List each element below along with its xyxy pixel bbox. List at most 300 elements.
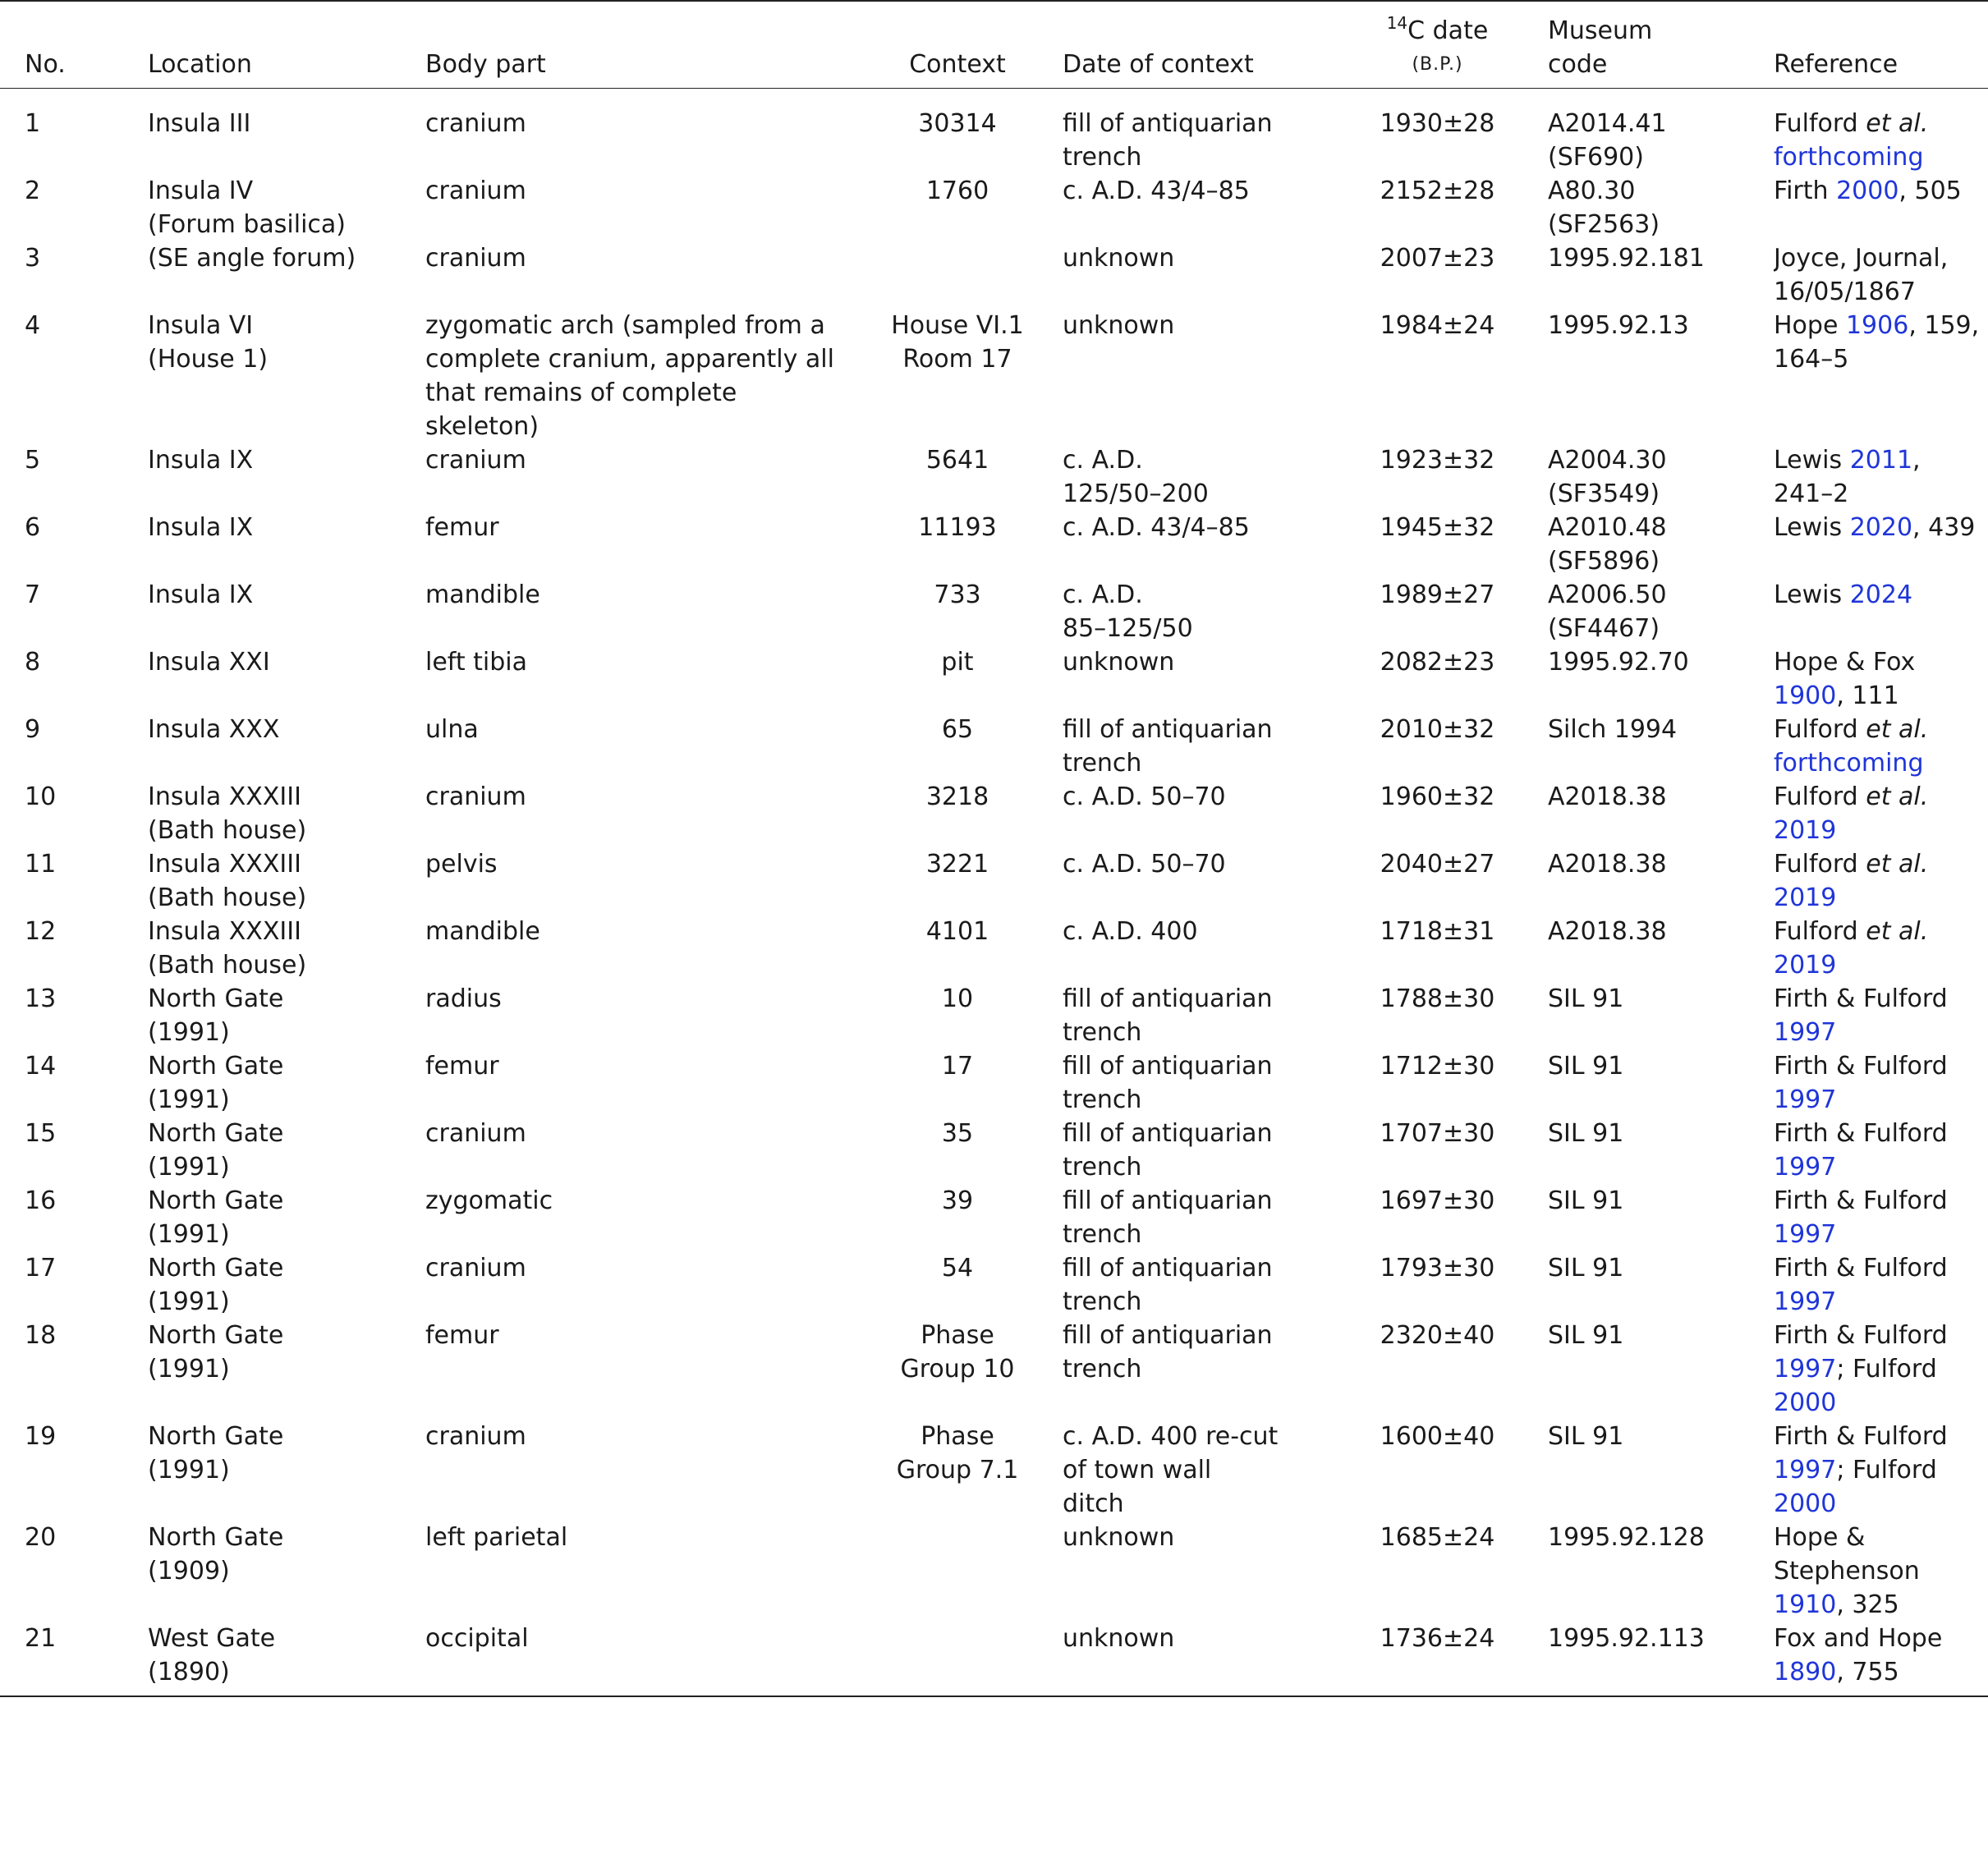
cell-reference — [1774, 578, 1988, 645]
body-part-line: complete cranium, apparently all — [425, 344, 834, 374]
location-line: Insula VI — [148, 310, 254, 340]
header-location: Location — [148, 1, 425, 88]
date-line: trench — [1063, 1152, 1142, 1182]
reference-line — [1774, 1352, 1988, 1386]
cell-body-part — [425, 1319, 852, 1420]
cell-context — [852, 915, 1063, 982]
date-line: trench — [1063, 1219, 1142, 1249]
reference-text: Firth & Fulford — [1774, 984, 1948, 1013]
body-part-line: left parietal — [425, 1522, 568, 1552]
cell-body-part — [425, 713, 852, 780]
cell-location — [148, 1622, 425, 1696]
cell-context — [852, 1319, 1063, 1420]
body-part-line: pelvis — [425, 849, 498, 879]
reference-line — [1774, 915, 1988, 948]
table-row — [0, 1117, 1988, 1184]
table-row — [0, 88, 1988, 174]
cell-c14-date: 1960±32 — [1380, 782, 1495, 811]
reference-text: Fulford — [1774, 108, 1866, 138]
cell-date-of-context — [1063, 780, 1327, 847]
reference-line — [1774, 1521, 1988, 1554]
location-line: Insula IV — [148, 176, 254, 205]
cell-museum-code — [1548, 241, 1774, 309]
reference-link[interactable]: 1910 — [1774, 1590, 1837, 1619]
cell-museum-code — [1548, 1117, 1774, 1184]
context-line: pit — [941, 647, 974, 677]
context-line: 4101 — [925, 916, 989, 946]
cell-no: 17 — [25, 1253, 57, 1283]
location-line: (Bath house) — [148, 883, 307, 912]
date-line: trench — [1063, 748, 1142, 778]
reference-link[interactable]: 2000 — [1836, 176, 1899, 205]
reference-link[interactable]: 2011 — [1849, 445, 1913, 475]
table-row — [0, 241, 1988, 309]
reference-text: Stephenson — [1774, 1556, 1920, 1585]
cell-location — [148, 511, 425, 578]
cell-museum-code — [1548, 174, 1774, 241]
date-line: unknown — [1063, 310, 1175, 340]
date-line: unknown — [1063, 1522, 1175, 1552]
cell-context — [852, 1521, 1063, 1622]
cell-c14-date: 2010±32 — [1380, 714, 1495, 744]
reference-text: , 159, — [1908, 310, 1980, 340]
reference-link[interactable]: forthcoming — [1774, 142, 1924, 172]
location-line: (1991) — [148, 1085, 230, 1114]
reference-link[interactable]: 2019 — [1774, 883, 1837, 912]
museum-code-line: A2018.38 — [1548, 782, 1667, 811]
cell-reference — [1774, 1622, 1988, 1696]
location-line: Insula XXX — [148, 714, 280, 744]
reference-line — [1774, 645, 1988, 679]
body-part-line: cranium — [425, 1421, 526, 1451]
location-line: Insula IX — [148, 512, 254, 542]
table-row — [0, 915, 1988, 982]
reference-line — [1774, 847, 1988, 881]
cell-body-part — [425, 1521, 852, 1622]
cell-context — [852, 645, 1063, 713]
cell-no: 12 — [25, 916, 57, 946]
reference-line — [1774, 1016, 1988, 1049]
body-part-line: zygomatic — [425, 1186, 553, 1215]
reference-text: et al. — [1866, 849, 1929, 879]
cell-location — [148, 1521, 425, 1622]
cell-date-of-context — [1063, 578, 1327, 645]
date-line: unknown — [1063, 647, 1175, 677]
context-line: 3218 — [925, 782, 989, 811]
body-part-line: cranium — [425, 108, 526, 138]
date-line: c. A.D. 43/4–85 — [1063, 512, 1250, 542]
reference-text: Fulford — [1774, 782, 1866, 811]
cell-reference — [1774, 1117, 1988, 1184]
location-line: North Gate — [148, 984, 284, 1013]
context-line: 30314 — [918, 108, 997, 138]
reference-line — [1774, 1487, 1988, 1521]
cell-date-of-context — [1063, 443, 1327, 511]
reference-link[interactable]: 1997 — [1774, 1287, 1837, 1316]
date-line: c. A.D. 43/4–85 — [1063, 176, 1250, 205]
cell-context — [852, 309, 1063, 443]
location-line: (Bath house) — [148, 815, 307, 845]
cell-museum-code — [1548, 88, 1774, 174]
cell-reference — [1774, 1420, 1988, 1521]
museum-code-line: SIL 91 — [1548, 1186, 1624, 1215]
body-part-line: femur — [425, 512, 499, 542]
cell-body-part — [425, 174, 852, 241]
header-reference: Reference — [1774, 1, 1988, 88]
date-line: ditch — [1063, 1489, 1124, 1518]
header-c14-date: $^{14}$C date (B.P.) — [1327, 1, 1548, 88]
cell-museum-code — [1548, 443, 1774, 511]
cell-reference — [1774, 309, 1988, 443]
location-line: (1991) — [148, 1017, 230, 1047]
date-line: c. A.D. — [1063, 445, 1143, 475]
table-row — [0, 1319, 1988, 1420]
context-line: 11193 — [918, 512, 997, 542]
cell-c14-date: 1707±30 — [1380, 1118, 1495, 1148]
header-no: No. — [0, 1, 148, 88]
context-line: 5641 — [925, 445, 989, 475]
cell-c14-date: 1736±24 — [1327, 1622, 1548, 1696]
header-date-of-context: Date of context — [1063, 1, 1327, 88]
cell-context — [852, 443, 1063, 511]
cell-c14-date: 1600±40 — [1380, 1421, 1495, 1451]
cell-context — [852, 847, 1063, 915]
cell-date-of-context — [1063, 847, 1327, 915]
cell-no: 10 — [25, 782, 57, 811]
context-line: 10 — [941, 984, 974, 1013]
museum-code-line: A80.30 — [1548, 176, 1636, 205]
cell-context — [852, 1117, 1063, 1184]
reference-text: et al. — [1866, 108, 1929, 138]
museum-code-line: (SF5896) — [1548, 546, 1660, 576]
location-line: (1991) — [148, 1354, 230, 1383]
cell-location — [148, 578, 425, 645]
table-row — [0, 1251, 1988, 1319]
cell-c14-date: 2320±40 — [1380, 1320, 1495, 1350]
reference-text: Lewis — [1774, 512, 1850, 542]
table-row — [0, 578, 1988, 645]
table-row — [0, 1521, 1988, 1622]
location-line: North Gate — [148, 1522, 284, 1552]
reference-text: ; Fulford — [1836, 1455, 1937, 1484]
cell-no: 5 — [25, 445, 41, 475]
table-row — [0, 713, 1988, 780]
reference-text: Fox and Hope — [1774, 1623, 1943, 1653]
date-line: fill of antiquarian — [1063, 1051, 1273, 1081]
date-line: 125/50–200 — [1063, 479, 1209, 508]
cell-location — [148, 241, 425, 309]
cell-no: 20 — [25, 1522, 57, 1552]
reference-line — [1774, 174, 1988, 208]
cell-no: 21 — [0, 1622, 148, 1696]
reference-text: , 325 — [1836, 1590, 1899, 1619]
cell-c14-date: 2007±23 — [1380, 243, 1495, 273]
reference-line — [1774, 1622, 1988, 1655]
museum-code-line: SIL 91 — [1548, 1051, 1624, 1081]
reference-line — [1774, 1386, 1988, 1420]
date-line: unknown — [1063, 243, 1175, 273]
reference-line — [1774, 1554, 1988, 1588]
body-part-line: mandible — [425, 916, 540, 946]
reference-link[interactable]: 2020 — [1849, 512, 1913, 542]
reference-link[interactable]: 1906 — [1845, 310, 1909, 340]
cell-context — [852, 1184, 1063, 1251]
location-line: North Gate — [148, 1421, 284, 1451]
body-part-line: cranium — [425, 176, 526, 205]
cell-reference — [1774, 915, 1988, 982]
reference-line — [1774, 1049, 1988, 1083]
context-line: 17 — [941, 1051, 974, 1081]
museum-code-line: (SF3549) — [1548, 479, 1660, 508]
cell-body-part — [425, 1251, 852, 1319]
body-part-line: cranium — [425, 243, 526, 273]
body-part-line: cranium — [425, 782, 526, 811]
reference-link[interactable]: 2019 — [1774, 950, 1837, 980]
museum-code-line: A2018.38 — [1548, 916, 1667, 946]
cell-no: 19 — [25, 1421, 57, 1451]
table-row — [0, 982, 1988, 1049]
cell-reference — [1774, 174, 1988, 241]
reference-text: Fulford — [1774, 916, 1866, 946]
cell-museum-code — [1548, 982, 1774, 1049]
body-part-line: radius — [425, 984, 502, 1013]
reference-line — [1774, 140, 1988, 174]
date-line: c. A.D. 400 — [1063, 916, 1198, 946]
date-line: trench — [1063, 1287, 1142, 1316]
cell-reference — [1774, 511, 1988, 578]
location-line: (Bath house) — [148, 950, 307, 980]
table-row — [0, 1184, 1988, 1251]
cell-context — [852, 578, 1063, 645]
reference-text: Hope & Fox — [1774, 647, 1916, 677]
cell-body-part — [425, 511, 852, 578]
cell-c14-date: 1788±30 — [1380, 984, 1495, 1013]
location-line: North Gate — [148, 1051, 284, 1081]
cell-no: 15 — [25, 1118, 57, 1148]
cell-body-part — [425, 309, 852, 443]
cell-body-part — [425, 443, 852, 511]
reference-link[interactable]: 2000 — [1774, 1388, 1837, 1417]
context-line: 35 — [941, 1118, 974, 1148]
location-line: (1991) — [148, 1455, 230, 1484]
context-line: Room 17 — [902, 344, 1012, 374]
cell-date-of-context — [1063, 174, 1327, 241]
museum-code-line: 1995.92.13 — [1548, 310, 1689, 340]
context-line: Group 7.1 — [896, 1455, 1019, 1484]
location-line: North Gate — [148, 1118, 284, 1148]
reference-link[interactable]: 2000 — [1774, 1489, 1837, 1518]
location-line: North Gate — [148, 1253, 284, 1283]
table-row — [0, 645, 1988, 713]
reference-text: Firth & Fulford — [1774, 1253, 1948, 1283]
cell-body-part — [425, 915, 852, 982]
table-row — [0, 1420, 1988, 1521]
reference-text: , 755 — [1836, 1657, 1899, 1686]
reference-link[interactable]: 2019 — [1774, 815, 1837, 845]
cell-location — [148, 847, 425, 915]
cell-date-of-context — [1063, 1622, 1327, 1696]
table-row — [0, 511, 1988, 578]
cell-body-part — [425, 847, 852, 915]
body-part-line: skeleton) — [425, 411, 539, 441]
cell-body-part — [425, 1184, 852, 1251]
cell-location — [148, 1251, 425, 1319]
reference-link[interactable]: 1997 — [1774, 1455, 1837, 1484]
cell-reference — [1774, 713, 1988, 780]
cell-context — [852, 88, 1063, 174]
cell-body-part — [425, 241, 852, 309]
reference-link[interactable]: 1997 — [1774, 1219, 1837, 1249]
reference-link[interactable]: 1997 — [1774, 1152, 1837, 1182]
reference-link[interactable]: 2024 — [1849, 580, 1913, 609]
date-line: of town wall — [1063, 1455, 1212, 1484]
cell-date-of-context — [1063, 241, 1327, 309]
location-line: Insula XXXIII — [148, 782, 301, 811]
cell-c14-date: 1923±32 — [1380, 445, 1495, 475]
cell-location — [148, 1117, 425, 1184]
cell-no: 16 — [25, 1186, 57, 1215]
reference-line — [1774, 780, 1988, 814]
reference-text: Fulford — [1774, 714, 1866, 744]
table-body — [0, 88, 1988, 1696]
location-line: North Gate — [148, 1320, 284, 1350]
museum-code-line: Silch 1994 — [1548, 714, 1678, 744]
museum-code-line: A2010.48 — [1548, 512, 1667, 542]
cell-date-of-context — [1063, 1521, 1327, 1622]
cell-c14-date: 1930±28 — [1380, 108, 1495, 138]
reference-text: 16/05/1867 — [1774, 277, 1916, 306]
reference-link[interactable]: 1997 — [1774, 1085, 1837, 1114]
location-line: North Gate — [148, 1186, 284, 1215]
location-line: (1909) — [148, 1556, 230, 1585]
reference-line — [1774, 241, 1988, 275]
table-row — [0, 1049, 1988, 1117]
reference-text: Firth — [1774, 176, 1837, 205]
table-row — [0, 309, 1988, 443]
location-line: (SE angle forum) — [148, 243, 356, 273]
reference-line — [1774, 1655, 1988, 1689]
body-part-line: ulna — [425, 714, 479, 744]
museum-code-line: SIL 91 — [1548, 1118, 1624, 1148]
date-line: 85–125/50 — [1063, 613, 1193, 643]
location-line: (1991) — [148, 1287, 230, 1316]
reference-text: , 439 — [1912, 512, 1976, 542]
cell-context — [852, 1251, 1063, 1319]
cell-museum-code — [1548, 1049, 1774, 1117]
cell-location — [148, 1420, 425, 1521]
cell-museum-code — [1548, 713, 1774, 780]
cell-context — [852, 1049, 1063, 1117]
museum-code-line: (SF2563) — [1548, 209, 1660, 239]
cell-date-of-context — [1063, 1049, 1327, 1117]
reference-line — [1774, 982, 1988, 1016]
context-line: 3221 — [925, 849, 989, 879]
museum-code-line: SIL 91 — [1548, 1320, 1624, 1350]
reference-link[interactable]: forthcoming — [1774, 748, 1924, 778]
museum-code-line: A2006.50 — [1548, 580, 1667, 609]
cell-location — [148, 713, 425, 780]
cell-reference — [1774, 1521, 1988, 1622]
reference-text: Firth & Fulford — [1774, 1186, 1948, 1215]
table-header — [0, 1, 1988, 88]
cell-c14-date: 1685±24 — [1380, 1522, 1495, 1552]
cell-body-part — [425, 645, 852, 713]
header-body-part: Body part — [425, 1, 852, 88]
header-museum-code: Museum code — [1548, 1, 1774, 88]
reference-line — [1774, 1083, 1988, 1117]
reference-text: et al. — [1866, 782, 1929, 811]
cell-body-part — [425, 780, 852, 847]
cell-date-of-context — [1063, 915, 1327, 982]
reference-text: Firth & Fulford — [1774, 1421, 1948, 1451]
cell-reference — [1774, 241, 1988, 309]
location-line: (1991) — [148, 1152, 230, 1182]
cell-c14-date: 1984±24 — [1380, 310, 1495, 340]
cell-no: 9 — [25, 714, 41, 744]
reference-text: Firth & Fulford — [1774, 1118, 1948, 1148]
reference-link[interactable]: 1997 — [1774, 1017, 1837, 1047]
date-line: trench — [1063, 142, 1142, 172]
reference-link[interactable]: 1997 — [1774, 1354, 1837, 1383]
reference-text: , — [1912, 445, 1921, 475]
cell-c14-date: 1718±31 — [1380, 916, 1495, 946]
cell-location — [148, 443, 425, 511]
location-line: Insula IX — [148, 445, 254, 475]
reference-line — [1774, 443, 1988, 477]
table-row — [0, 780, 1988, 847]
context-line: Phase — [921, 1320, 994, 1350]
reference-text: et al. — [1866, 714, 1929, 744]
cell-c14-date: 1712±30 — [1380, 1051, 1495, 1081]
cell-museum-code — [1548, 1622, 1774, 1696]
date-line: c. A.D. — [1063, 580, 1143, 609]
cell-body-part — [425, 1049, 852, 1117]
cell-c14-date: 1945±32 — [1380, 512, 1495, 542]
reference-line — [1774, 746, 1988, 780]
date-line: fill of antiquarian — [1063, 1253, 1273, 1283]
context-line: 54 — [941, 1253, 974, 1283]
location-line: (House 1) — [148, 344, 269, 374]
cell-context — [852, 780, 1063, 847]
body-part-line: zygomatic arch (sampled from a — [425, 310, 825, 340]
date-line: c. A.D. 50–70 — [1063, 782, 1226, 811]
date-line: unknown — [1063, 1623, 1175, 1653]
reference-link[interactable]: 1890 — [1774, 1657, 1837, 1686]
cell-c14-date: 2040±27 — [1380, 849, 1495, 879]
reference-line — [1774, 1285, 1988, 1319]
date-line: c. A.D. 50–70 — [1063, 849, 1226, 879]
museum-code-line: A2014.41 — [1548, 108, 1667, 138]
cell-body-part — [425, 982, 852, 1049]
cell-museum-code — [1548, 511, 1774, 578]
location-line: (1890) — [148, 1657, 230, 1686]
date-line: trench — [1063, 1354, 1142, 1383]
reference-text: ; Fulford — [1836, 1354, 1937, 1383]
reference-link[interactable]: 1900 — [1774, 681, 1837, 710]
cell-date-of-context — [1063, 1319, 1327, 1420]
cell-location — [148, 1319, 425, 1420]
museum-code-line: SIL 91 — [1548, 1421, 1624, 1451]
table-row — [0, 847, 1988, 915]
reference-line — [1774, 578, 1988, 612]
body-part-line: femur — [425, 1051, 499, 1081]
reference-line — [1774, 342, 1988, 376]
reference-text: , 505 — [1898, 176, 1962, 205]
cell-c14-date: 1793±30 — [1380, 1253, 1495, 1283]
cell-no: 8 — [25, 647, 41, 677]
cell-date-of-context — [1063, 309, 1327, 443]
reference-line — [1774, 275, 1988, 309]
